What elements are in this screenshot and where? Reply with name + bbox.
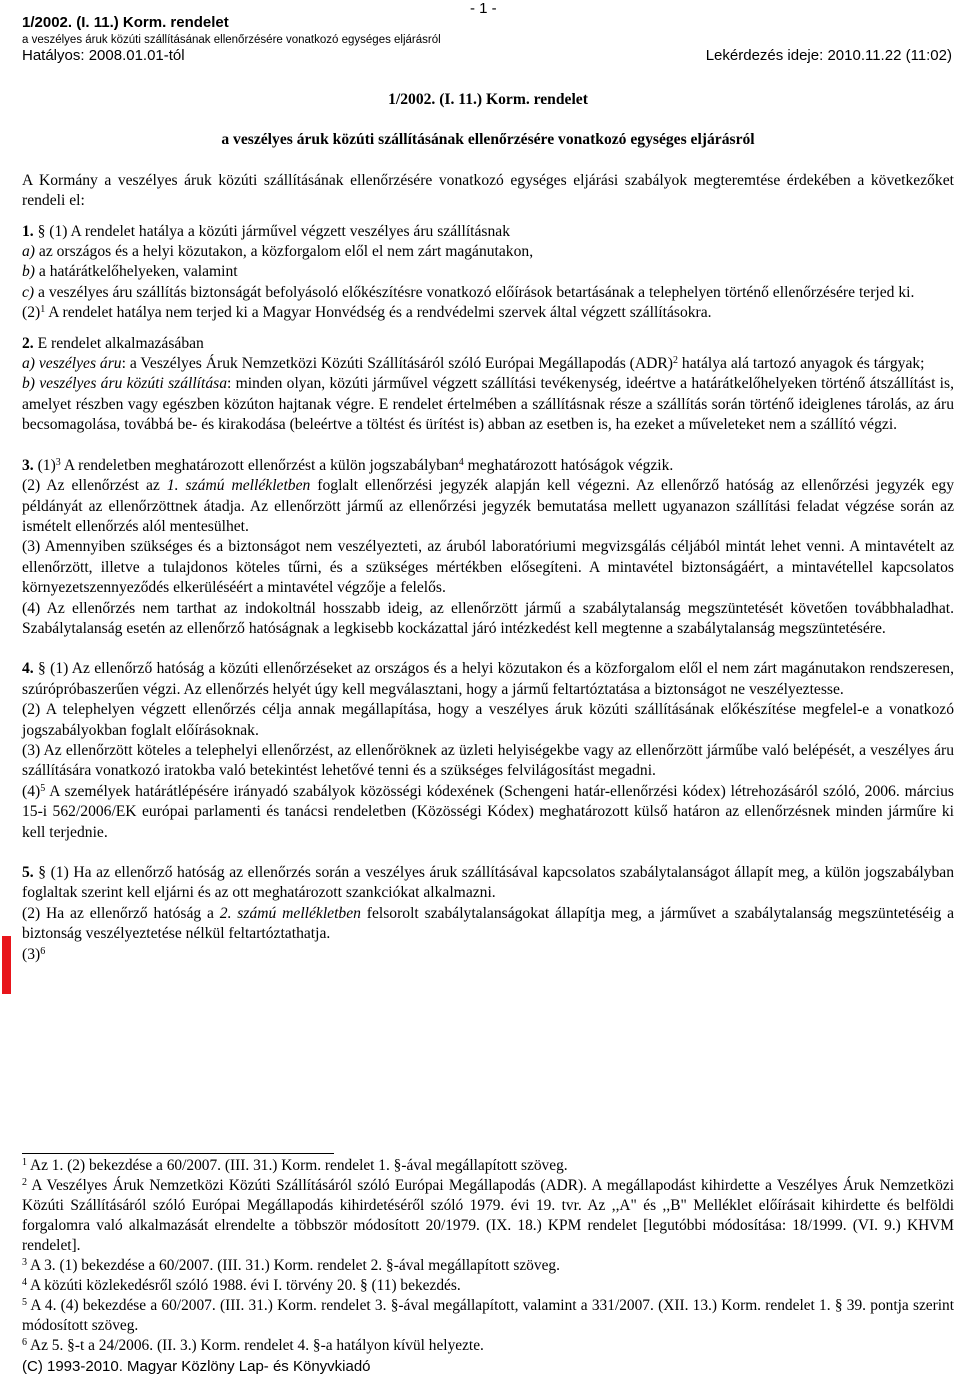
doc-subtitle: a veszélyes áruk közúti szállításának ellenőrzésére vonatkozó egységes eljárásról: [221, 131, 755, 149]
section-2-number: 2.: [22, 334, 34, 352]
query-time: Lekérdezés ideje: 2010.11.22 (11:02): [705, 47, 952, 64]
section-1-par-2: $(2)^1$ A rendelet hatálya nem terjed ki a Magyar Honvédség és a rendvédelmi szervek által végzett szállításokra.: [22, 304, 712, 322]
section-3-number: 3.: [22, 456, 34, 474]
section-5-par-2: (2) Ha az ellenőrző hatóság a 2. számú mellékletben felsorolt szabálytalanságokat állapítja meg, a járművet a szabálytalanság megszüntetéséig a biztonság veszélyeztetése nélkül feltartóztathatja.: [22, 904, 954, 943]
footnotes: [22, 1156, 954, 1356]
section-3-par-1: 3. $(1)^3$ A rendeletben meghatározott ellenőrzést a külön jogszabályban$^4$ meghatározott hatóságok végzik.: [22, 456, 674, 474]
footnote-ref: 2: [673, 355, 678, 367]
footnote-ref: 6: [40, 945, 46, 957]
section-5-par-1: 5. § (1) Ha az ellenőrző hatóság az ellenőrzés során a veszélyes áruk szállításával kapcsolatos szabálytalanságot állapít meg, a külön jogszabályban foglaltak szerint kell eljárni és az ott meghatározott szankciókat alkalmazni.: [22, 864, 954, 902]
footnote-ref: 5: [40, 782, 46, 794]
section-4-par-4: $(4)^5$ A személyek határátlépésére irányadó szabályok közösségi kódexének (Schengeni határ-ellenőrzési kódex) létrehozásáról szóló, 2006. március 15-i 562/2006/EK európai parlamenti és tanácsi rendeletben (Közösségi Kódex) meghatározott külső határon az ellenőrzésnek minden járműre ki kell terjednie.: [22, 782, 954, 841]
footnote-4: $^4$ A közúti közlekedésről szóló 1988. évi I. törvény 20. § (11) bekezdés.: [22, 1277, 461, 1294]
section-3-par-2: (2) Az ellenőrzést az 1. számú mellékletben foglalt ellenőrzési jegyzék alapján kell végezni. Az ellenőrző hatóság az ellenőrzési jegyzék egy példányát az ellenőrzöttnek átadja. Az ellenőrzött jármű az ellenőrzési jegyzék bemutatása mellett ugyanazon szállítási feladat végzése során az ismételt ellenőrzés alól mentesülhet.: [22, 477, 954, 535]
effective-date: Hatályos: 2008.01.01-tól: [22, 47, 185, 64]
page-number: - 1 -: [470, 0, 497, 17]
running-header-subtitle: a veszélyes áruk közúti szállításának ellenőrzésére vonatkozó egységes eljárásról: [22, 34, 441, 46]
preamble: A Kormány a veszélyes áruk közúti szállításának ellenőrzésére vonatkozó egységes eljárási szabályok megteremtése érdekében a következőket rendeli el:: [22, 171, 954, 210]
footnote-2: $^2$ A Veszélyes Áruk Nemzetközi Közúti Szállításáról szóló Európai Megállapodás (ADR). A megállapodást kihirdette a Veszélyes Áruk Nemzetközi Közúti Szállításáról szóló Európai Megállapodás kihirdetéséről szóló 1979. évi 19. tvr. Az ,,A" és ,,B" Melléklet előírásait kihirdette és belföldi forgalomra való alkalmazását elrendelte a többször módosított 20/1979. (IX. 18.) KPM rendelet [legutóbbi módosítása: 18/1999. (VI. 9.) KHVM rendelet].: [22, 1177, 954, 1254]
section-1-item-c: c) a veszélyes áru szállítás biztonságát befolyásoló előkészítésre vonatkozó előírások betartásának a telephelyen történő ellenőrzésére terjed ki.: [22, 283, 915, 301]
section-3-par-4: (4) Az ellenőrzés nem tarthat az indokoltnál hosszabb ideig, az ellenőrzött jármű a szabálytalanság megszüntetését követően továbbhaladhat. Szabálytalanság esetén az ellenőrző hatóságnak a legkisebb kockázattal járó intézkedést kell megtenne a szabálytalanság megszüntetésére.: [22, 599, 954, 637]
footnote-separator: [22, 1153, 334, 1154]
footnote-5: $^5$ A 4. (4) bekezdése a 60/2007. (III. 31.) Korm. rendelet 3. §-ával megállapított, valamint a 331/2007. (XII. 13.) Korm. rendelet 1. § 39. pontja szerint módosított szöveg.: [22, 1297, 954, 1334]
section-2-intro: 2. E rendelet alkalmazásában: [22, 334, 204, 352]
footnote-ref: 4: [458, 456, 464, 468]
section-5-par-3: $(3)^6$: [22, 945, 46, 963]
section-4-par-3: (3) Az ellenőrzött köteles a telephelyi ellenőrzést, az ellenőröknek az üzleti helyiségekbe vagy az ellenőrzött járműbe való belépését, a veszélyes áru szállítására vonatkozó iratokba való betekintést lehetővé tenni és a szükséges felvilágosítást megadni.: [22, 741, 954, 780]
section-2-item-a: a) veszélyes áru: a Veszélyes Áruk Nemzetközi Közúti Szállításáról szóló Európai Megállapodás (ADR)$^2$ hatálya alá tartozó anyagok és tárgyak;: [22, 355, 925, 373]
copyright-footer: (C) 1993-2010. Magyar Közlöny Lap- és Könyvkiadó: [22, 1358, 371, 1375]
footnote-ref: 3: [55, 456, 61, 468]
running-header-dates: [22, 47, 952, 64]
footnote-3: $^3$ A 3. (1) bekezdése a 60/2007. (III. 31.) Korm. rendelet 2. §-ával megállapított szöveg.: [22, 1257, 560, 1274]
section-1-number: 1.: [22, 222, 34, 240]
section-3-par-3: (3) Amennyiben szükséges és a biztonságot nem veszélyezteti, az áruból laboratóriumi megvizsgálás céljából mintát lehet venni. A mintavételt az ellenőrzött, illetve a tulajdonos köteles tűrni, és a szükséges mértékben elősegíteni. A mintavétel biztonságáért, a mintavétellel kapcsolatos környezetszennyeződés elkerüléséért a mintavétel végzője a felelős.: [22, 538, 954, 597]
section-4-number: 4.: [22, 660, 34, 678]
change-marker-bar: [2, 936, 11, 994]
section-1-par-1: 1. § (1) A rendelet hatálya a közúti járművel végzett veszélyes áru szállításnak: [22, 222, 510, 240]
running-header-title: 1/2002. (I. 11.) Korm. rendelet: [22, 14, 229, 31]
footnote-1: $^1$ Az 1. (2) bekezdése a 60/2007. (III. 31.) Korm. rendelet 1. §-ával megállapított szöveg.: [22, 1157, 568, 1174]
footnote-ref: 1: [40, 304, 46, 316]
section-2-item-b: b) veszélyes áru közúti szállítása: minden olyan, közúti járművel végzett szállítási tevékenység, ideértve a határátkelőhelyeken történő átszállítást is, amelyet részben vagy egészben közúton hajtanak végre. E rendelet értelmében a szállításnak része a szállítás során történő ideiglenes tárolás, az áru becsomagolása, továbbá be- és kirakodása (beleértve a töltést és ürítést is) abban az esetben is, ha ezeket a műveleteket nem a szállító végzi.: [22, 375, 954, 434]
section-4-par-2: (2) A telephelyen végzett ellenőrzés célja annak megállapítása, hogy a veszélyes áruk közúti szállításának előkészítése megfelel-e a vonatkozó jogszabályokban foglalt előírásoknak.: [22, 701, 954, 739]
section-1-item-a: a) az országos és a helyi közutakon, a közforgalom elől el nem zárt magánutakon,: [22, 243, 534, 261]
doc-title: 1/2002. (I. 11.) Korm. rendelet: [388, 91, 588, 108]
section-5-number: 5.: [22, 864, 34, 881]
footnote-6: $^6$ Az 5. §-t a 24/2006. (II. 3.) Korm. rendelet 4. §-a hatályon kívül helyezte.: [22, 1337, 484, 1354]
section-1-item-b: b) a határátkelőhelyeken, valamint: [22, 263, 238, 281]
document-body: [22, 90, 954, 965]
section-4-par-1: 4. § (1) Az ellenőrző hatóság a közúti ellenőrzéseket az országos és a helyi közutakon és a közforgalom elől el nem zárt magánutakon rendszeresen, szúrópróbaszerűen végzi. Az ellenőrzés helyét úgy kell megválasztani, hogy a jármű feltartóztatása a biztonságot ne veszélyeztesse.: [22, 660, 954, 698]
